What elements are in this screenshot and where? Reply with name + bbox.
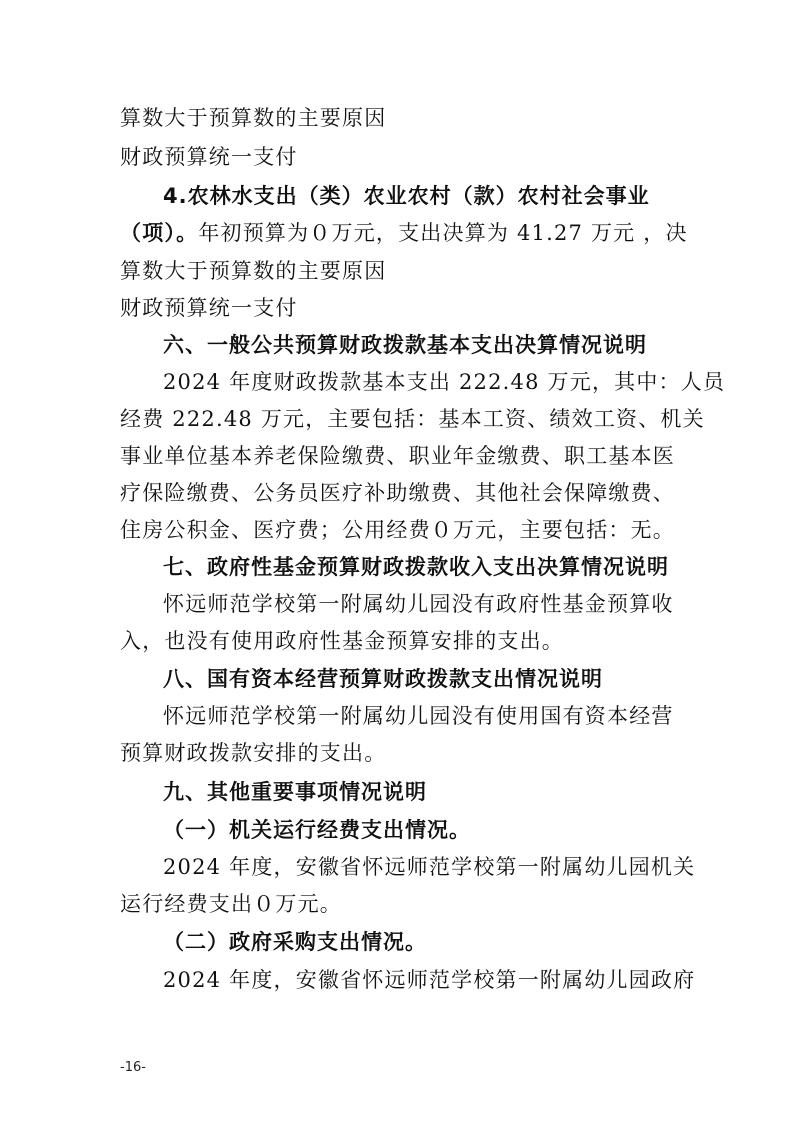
body-line: 疗保险缴费、公务员医疗补助缴费、其他社会保障缴费、 (120, 481, 675, 505)
body-line: 2024 年度，安徽省怀远师范学校第一附属幼儿园政府 (163, 968, 696, 992)
body-line: 算数大于预算数的主要原因 (120, 259, 387, 283)
body-line: 入，也没有使用政府性基金预算安排的支出。 (120, 629, 564, 653)
page-number: -16- (120, 1060, 146, 1075)
body-line: 事业单位基本养老保险缴费、职业年金缴费、职工基本医 (120, 444, 675, 468)
body-line: 2024 年度财政拨款基本支出 222.48 万元，其中：人员 (163, 370, 726, 394)
body-line: 怀远师范学校第一附属幼儿园没有政府性基金预算收 (163, 592, 674, 616)
body-line: 财政预算统一支付 (120, 296, 298, 320)
body-line: 运行经费支出０万元。 (120, 892, 342, 916)
section-heading: 八、国有资本经营预算财政拨款支出情况说明 (163, 667, 603, 691)
body-line: 2024 年度，安徽省怀远师范学校第一附属幼儿园机关 (163, 855, 696, 879)
item-heading-tail: （项）。 (120, 221, 199, 245)
body-line: 住房公积金、医疗费；公用经费０万元，主要包括：无。 (120, 518, 675, 542)
subsection-heading: （一）机关运行经费支出情况。 (163, 818, 471, 842)
body-line: 算数大于预算数的主要原因 (120, 106, 387, 130)
section-heading: 七、政府性基金预算财政拨款收入支出决算情况说明 (163, 555, 669, 579)
body-line (120, 219, 688, 247)
body-text: 年初预算为０万元，支出决算为 41.27 万元 ，决 (198, 221, 688, 245)
item-heading: 4.农林水支出（类）农业农村（款）农村社会事业 (163, 184, 650, 208)
body-line: 怀远师范学校第一附属幼儿园没有使用国有资本经营 (163, 704, 674, 728)
body-line: 财政预算统一支付 (120, 145, 298, 169)
body-line: 预算财政拨款安排的支出。 (120, 741, 387, 765)
section-heading: 六、一般公共预算财政拨款基本支出决算情况说明 (163, 333, 647, 357)
body-line: 经费 222.48 万元，主要包括：基本工资、绩效工资、机关 (120, 407, 705, 431)
subsection-heading: （二）政府采购支出情况。 (163, 930, 427, 954)
section-heading: 九、其他重要事项情况说明 (163, 780, 427, 804)
